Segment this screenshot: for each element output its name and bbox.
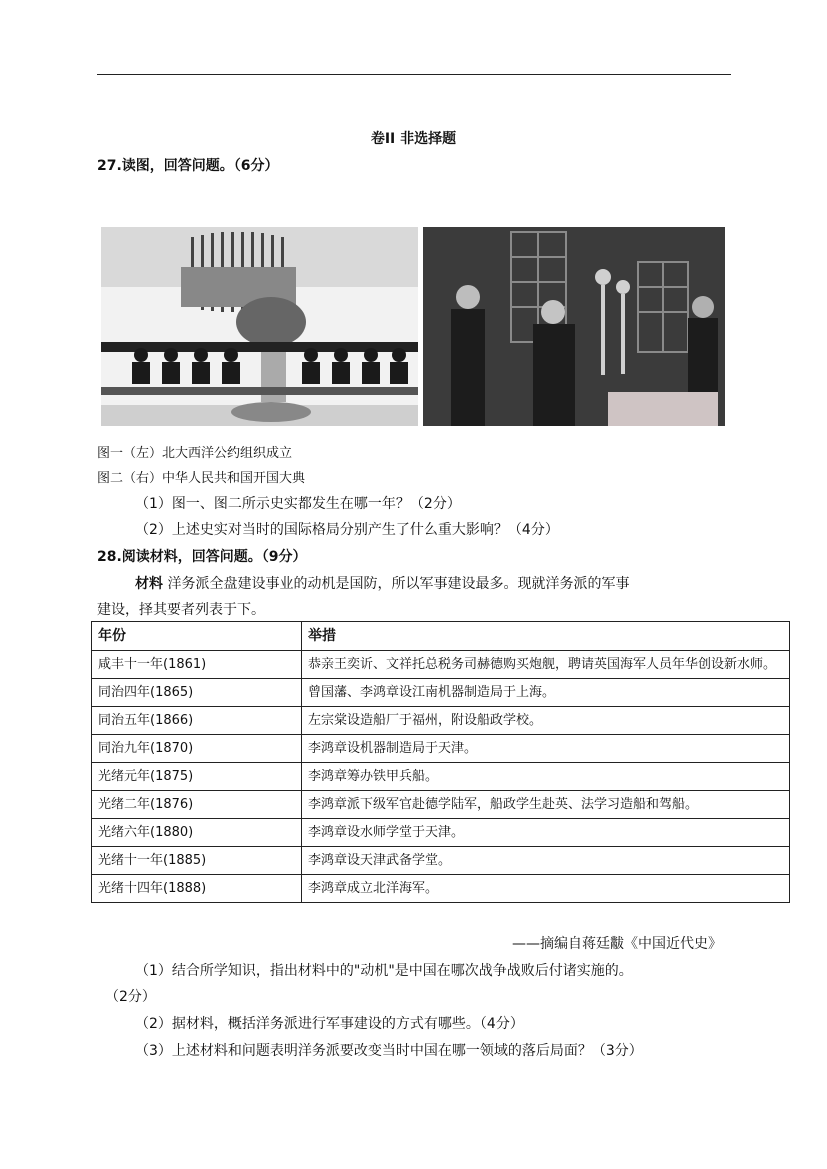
table-cell-measure: 李鸿章设机器制造局于天津。 bbox=[302, 735, 790, 763]
table-header-year: 年份 bbox=[92, 622, 302, 651]
material-paragraph bbox=[135, 573, 629, 593]
table-cell-measure: 曾国藩、李鸿章设江南机器制造局于上海。 bbox=[302, 679, 790, 707]
photo-caption-1: 图一（左）北大西洋公约组织成立 bbox=[97, 446, 293, 461]
photo-caption-2: 图二（右）中华人民共和国开国大典 bbox=[97, 471, 306, 486]
question-28-sub-1: （1）结合所学知识，指出材料中的"动机"是中国在哪次战争战败后付诸实施的。 bbox=[135, 963, 633, 979]
table-cell-year: 光绪十四年(1888) bbox=[92, 875, 302, 903]
table-row bbox=[92, 819, 790, 847]
table-row bbox=[92, 847, 790, 875]
source-citation: ——摘编自蒋廷黻《中国近代史》 bbox=[512, 936, 722, 952]
question-28-title: 28.阅读材料，回答问题。（9分） bbox=[97, 549, 307, 565]
question-28-sub-3: （3）上述材料和问题表明洋务派要改变当时中国在哪一领域的落后局面？（3分） bbox=[135, 1043, 643, 1059]
military-construction-table bbox=[91, 621, 790, 903]
question-28-sub-2: （2）据材料，概括洋务派进行军事建设的方式有哪些。（4分） bbox=[135, 1016, 524, 1032]
table-cell-year: 光绪二年(1876) bbox=[92, 791, 302, 819]
table-cell-year: 同治五年(1866) bbox=[92, 707, 302, 735]
photo-nato-founding bbox=[101, 227, 418, 426]
table-row bbox=[92, 763, 790, 791]
question-27-sub-1: （1）图一、图二所示史实都发生在哪一年？（2分） bbox=[135, 496, 461, 512]
table-header-measure: 举措 bbox=[302, 622, 790, 651]
table-row bbox=[92, 791, 790, 819]
table-row bbox=[92, 707, 790, 735]
table-cell-year: 光绪六年(1880) bbox=[92, 819, 302, 847]
table-cell-measure: 李鸿章派下级军官赴德学陆军，船政学生赴英、法学习造船和驾船。 bbox=[302, 791, 790, 819]
table-row bbox=[92, 651, 790, 679]
material-line-1: 洋务派全盘建设事业的动机是国防，所以军事建设最多。现就洋务派的军事 bbox=[167, 576, 630, 592]
table-cell-year: 同治九年(1870) bbox=[92, 735, 302, 763]
table-row bbox=[92, 735, 790, 763]
table-cell-measure: 李鸿章成立北洋海军。 bbox=[302, 875, 790, 903]
question-27-sub-2: （2）上述史实对当时的国际格局分别产生了什么重大影响？（4分） bbox=[135, 522, 559, 538]
table-cell-measure: 李鸿章筹办铁甲兵船。 bbox=[302, 763, 790, 791]
table-cell-year: 光绪元年(1875) bbox=[92, 763, 302, 791]
material-label: 材料 bbox=[135, 576, 163, 592]
table-cell-year: 同治四年(1865) bbox=[92, 679, 302, 707]
question-28-sub-1-points: （2分） bbox=[105, 989, 156, 1005]
photo-prc-founding-ceremony bbox=[423, 227, 725, 426]
table-cell-measure: 恭亲王奕䜣、文祥托总税务司赫德购买炮舰，聘请英国海军人员年华创设新水师。 bbox=[302, 651, 790, 679]
table-cell-year: 咸丰十一年(1861) bbox=[92, 651, 302, 679]
table-cell-year: 光绪十一年(1885) bbox=[92, 847, 302, 875]
header-rule bbox=[97, 74, 731, 75]
table-cell-measure: 李鸿章设水师学堂于天津。 bbox=[302, 819, 790, 847]
question-27-title: 27.读图，回答问题。（6分） bbox=[97, 158, 279, 174]
table-row bbox=[92, 875, 790, 903]
table-cell-measure: 李鸿章设天津武备学堂。 bbox=[302, 847, 790, 875]
table-row bbox=[92, 679, 790, 707]
table-header-row bbox=[92, 622, 790, 651]
section-title: 卷II 非选择题 bbox=[370, 131, 457, 147]
table-cell-measure: 左宗棠设造船厂于福州，附设船政学校。 bbox=[302, 707, 790, 735]
material-line-2: 建设，择其要者列表于下。 bbox=[97, 602, 265, 618]
